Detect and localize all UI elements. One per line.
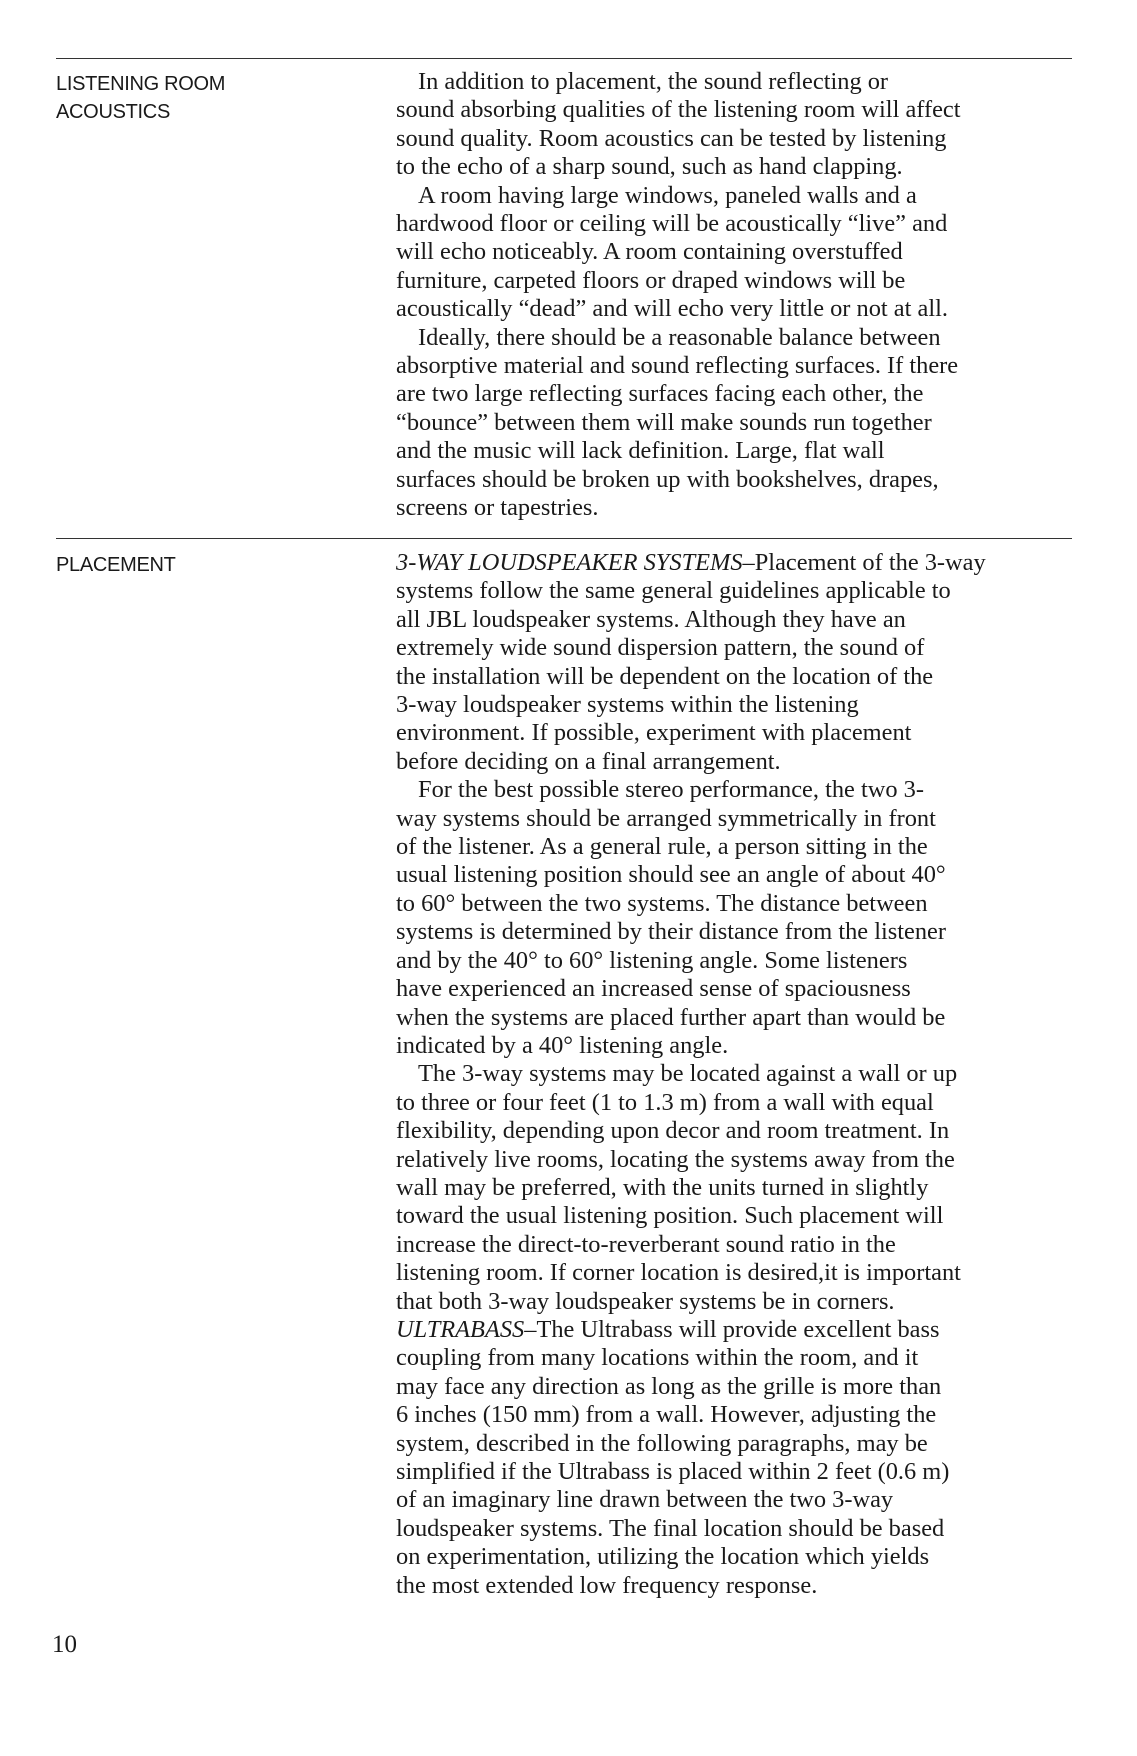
text-run: environment. If possible, experiment with placement: [396, 719, 912, 747]
section-body-placement: [396, 549, 1076, 1600]
text-line: [396, 238, 1076, 266]
text-line: [396, 890, 1076, 918]
side-heading-line: ACOUSTICS: [56, 101, 170, 123]
text-run: increase the direct-to-reverberant sound ratio in the: [396, 1230, 896, 1258]
text-line: [396, 947, 1076, 975]
text-run: surfaces should be broken up with bookshelves, drapes,: [396, 465, 939, 493]
text-run: are two large reflecting surfaces facing each other, the: [396, 380, 924, 408]
text-line: [396, 634, 1076, 662]
text-run: of an imaginary line drawn between the two 3-way: [396, 1486, 894, 1514]
text-line: [396, 748, 1076, 776]
text-run: –Placement of the 3-way: [742, 549, 986, 576]
text-run: wall may be preferred, with the units turned in slightly: [396, 1173, 929, 1201]
text-run: and by the 40° to 60° listening angle. Some listeners: [396, 946, 908, 974]
text-line: [396, 1572, 1076, 1600]
text-run: indicated by a 40° listening angle.: [396, 1031, 729, 1059]
text-line: [396, 833, 1076, 861]
text-run: –The Ultrabass will provide excellent bass: [524, 1315, 940, 1343]
text-line: [396, 1060, 1076, 1088]
text-run: relatively live rooms, locating the systems away from the: [396, 1145, 955, 1173]
text-run: way systems should be arranged symmetrically in front: [396, 804, 936, 832]
text-run: of the listener. As a general rule, a person sitting in the: [396, 833, 928, 861]
text-run: The 3-way systems may be located against a wall or up: [418, 1060, 958, 1088]
text-line: [396, 805, 1076, 833]
text-run: hardwood floor or ceiling will be acoustically “live” and: [396, 210, 948, 238]
text-run: system, described in the following paragraphs, may be: [396, 1429, 928, 1457]
text-run: “bounce” between them will make sounds run together: [396, 408, 932, 436]
text-line: [396, 776, 1076, 804]
text-run: will echo noticeably. A room containing overstuffed: [396, 238, 903, 266]
text-line: [396, 918, 1076, 946]
text-line: [396, 1117, 1076, 1145]
text-line: [396, 1202, 1076, 1230]
text-line: [396, 210, 1076, 238]
text-run: toward the usual listening position. Such placement will: [396, 1202, 944, 1230]
text-run: For the best possible stereo performance, the two 3-: [418, 776, 924, 804]
text-run: the most extended low frequency response.: [396, 1571, 818, 1599]
text-run: that both 3-way loudspeaker systems be in corners.: [396, 1287, 895, 1315]
text-run: listening room. If corner location is desired,it is important: [396, 1259, 961, 1287]
section-divider-placement: [56, 538, 1072, 539]
text-line: [396, 1543, 1076, 1571]
page-number: 10: [52, 1631, 77, 1658]
text-run: absorptive material and sound reflecting surfaces. If there: [396, 352, 959, 380]
text-run: and the music will lack definition. Large, flat wall: [396, 437, 885, 465]
text-run: screens or tapestries.: [396, 494, 599, 522]
text-line: [396, 1174, 1076, 1202]
text-run: may face any direction as long as the grille is more than: [396, 1372, 942, 1400]
text-line: [396, 182, 1076, 210]
text-run: to 60° between the two systems. The distance between: [396, 889, 928, 917]
side-heading-listening-room-acoustics: [56, 70, 356, 126]
text-line: [396, 267, 1076, 295]
text-run: systems is determined by their distance from the listener: [396, 918, 947, 946]
text-run: before deciding on a final arrangement.: [396, 747, 781, 775]
side-heading-line: PLACEMENT: [56, 554, 176, 576]
text-line: [396, 437, 1076, 465]
text-line: [396, 1401, 1076, 1429]
text-line: [396, 577, 1076, 605]
text-run: acoustically “dead” and will echo very little or not at all.: [396, 295, 948, 323]
text-run: on experimentation, utilizing the location which yields: [396, 1543, 930, 1571]
text-line: [396, 96, 1076, 124]
text-line: [396, 1316, 1076, 1344]
text-line: [396, 691, 1076, 719]
text-line: [396, 1259, 1076, 1287]
text-run: simplified if the Ultrabass is placed within 2 feet (0.6 m): [396, 1458, 950, 1485]
text-run: furniture, carpeted floors or draped windows will be: [396, 266, 906, 294]
side-heading-placement: [56, 551, 356, 579]
text-line: [396, 153, 1076, 181]
text-run: Ideally, there should be a reasonable balance between: [418, 323, 941, 351]
run-in-subheading: 3-WAY LOUDSPEAKER SYSTEMS: [396, 549, 743, 576]
text-line: [396, 1032, 1076, 1060]
text-run: loudspeaker systems. The final location should be based: [396, 1514, 945, 1542]
text-run: sound quality. Room acoustics can be tested by listening: [396, 124, 947, 152]
text-run: sound absorbing qualities of the listening room will affect: [396, 96, 961, 124]
text-run: flexibility, depending upon decor and room treatment. In: [396, 1117, 950, 1145]
text-run: A room having large windows, paneled walls and a: [418, 181, 917, 209]
text-line: [396, 125, 1076, 153]
text-run: 3-way loudspeaker systems within the listening: [396, 691, 859, 719]
text-line: [396, 549, 1076, 577]
text-run: In addition to placement, the sound reflecting or: [418, 68, 889, 95]
text-line: [396, 352, 1076, 380]
text-line: [396, 68, 1076, 96]
section-body-listening-room-acoustics: [396, 68, 1076, 523]
text-line: [396, 1288, 1076, 1316]
text-line: [396, 1231, 1076, 1259]
text-line: [396, 494, 1076, 522]
text-line: [396, 1146, 1076, 1174]
text-line: [396, 606, 1076, 634]
text-run: to the echo of a sharp sound, such as hand clapping.: [396, 153, 903, 181]
text-line: [396, 1344, 1076, 1372]
text-line: [396, 1089, 1076, 1117]
text-line: [396, 1430, 1076, 1458]
text-line: [396, 1486, 1076, 1514]
section-divider-top: [56, 58, 1072, 59]
text-run: 6 inches (150 mm) from a wall. However, adjusting the: [396, 1401, 937, 1429]
text-line: [396, 1458, 1076, 1486]
side-heading-line: LISTENING ROOM: [56, 73, 226, 95]
text-run: all JBL loudspeaker systems. Although they have an: [396, 605, 906, 633]
text-run: systems follow the same general guidelines applicable to: [396, 577, 951, 605]
text-run: the installation will be dependent on the location of the: [396, 662, 934, 690]
text-run: usual listening position should see an angle of about 40°: [396, 861, 946, 889]
text-run: when the systems are placed further apart than would be: [396, 1003, 946, 1031]
text-run: have experienced an increased sense of spaciousness: [396, 975, 911, 1003]
text-run: coupling from many locations within the room, and it: [396, 1344, 919, 1372]
text-run: extremely wide sound dispersion pattern, the sound of: [396, 634, 925, 662]
text-line: [396, 861, 1076, 889]
text-run: to three or four feet (1 to 1.3 m) from a wall with equal: [396, 1088, 934, 1116]
text-line: [396, 1373, 1076, 1401]
text-line: [396, 975, 1076, 1003]
text-line: [396, 1004, 1076, 1032]
text-line: [396, 324, 1076, 352]
text-line: [396, 380, 1076, 408]
text-line: [396, 1515, 1076, 1543]
text-line: [396, 466, 1076, 494]
text-line: [396, 409, 1076, 437]
text-line: [396, 663, 1076, 691]
run-in-subheading: ULTRABASS: [396, 1315, 525, 1343]
text-line: [396, 719, 1076, 747]
text-line: [396, 295, 1076, 323]
